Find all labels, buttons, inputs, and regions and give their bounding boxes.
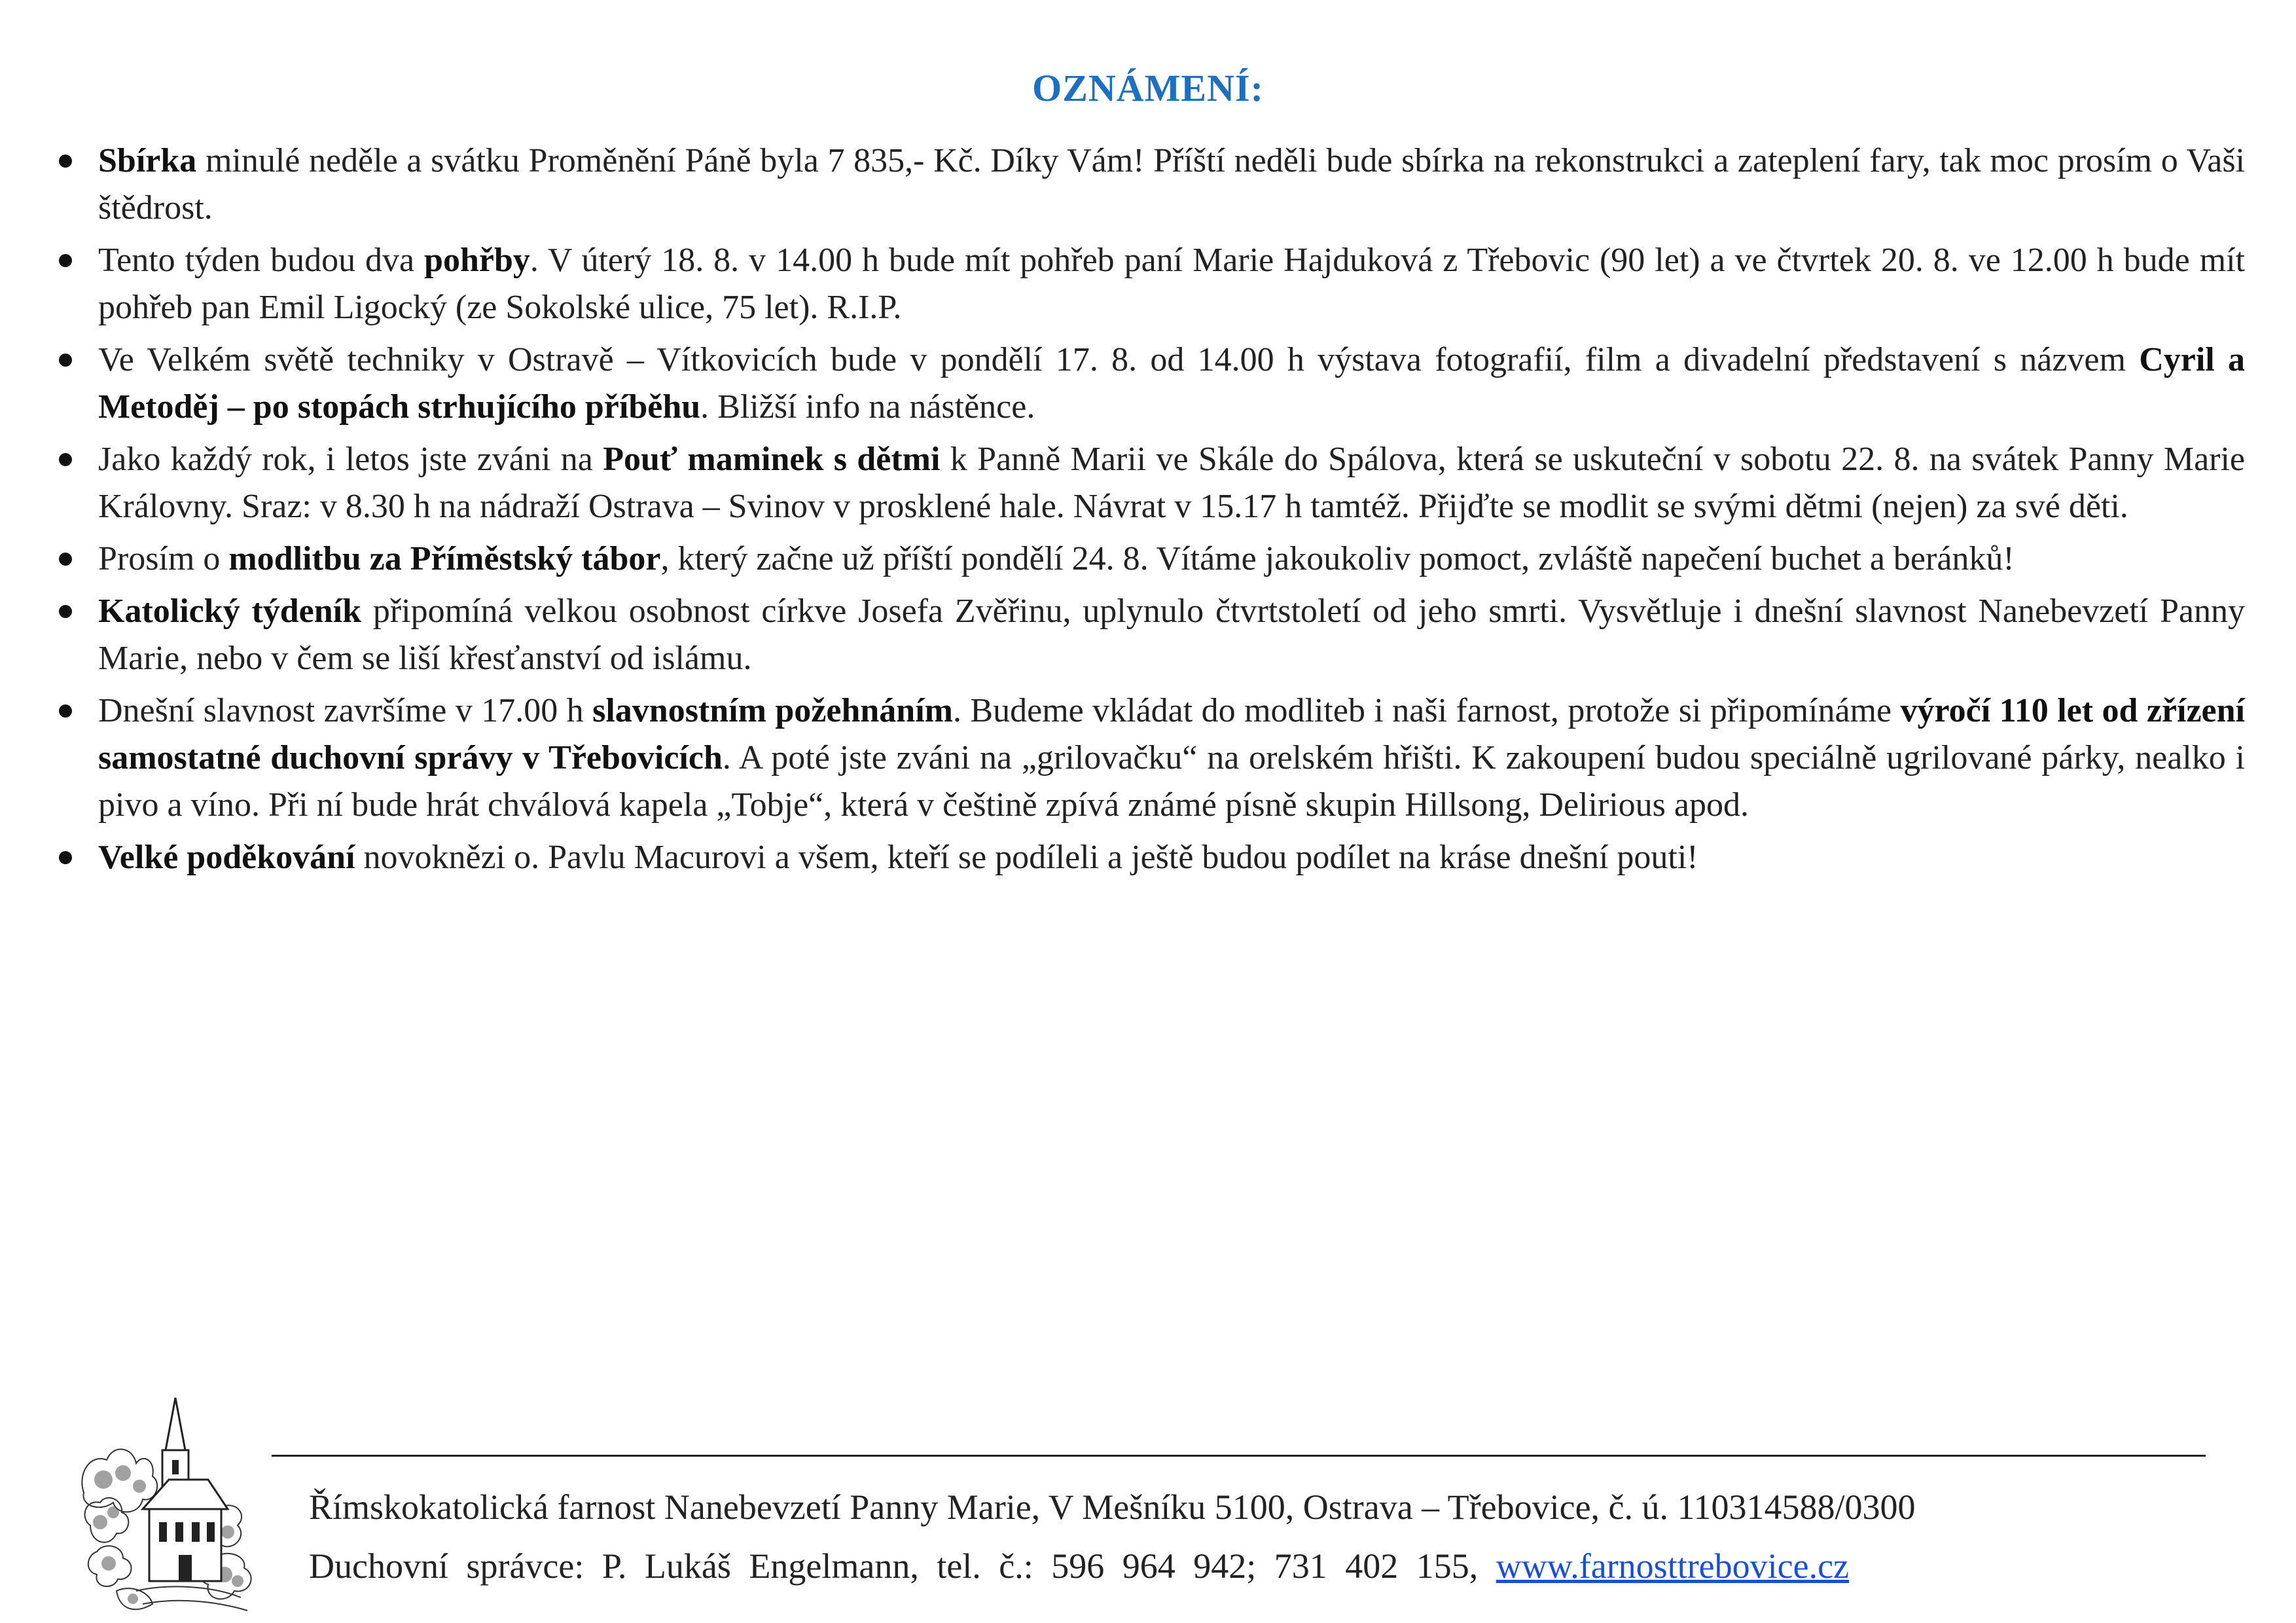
announcement-highlight: výročí 110 let od zřízení samostatné duchovní správy v Třebovicích <box>98 692 2245 776</box>
bullet-icon <box>59 254 72 267</box>
announcement-text: Jako každý rok, i letos jste zváni na <box>98 441 603 478</box>
page-title: OZNÁMENÍ: <box>1032 66 1264 109</box>
bullet-icon <box>59 155 72 168</box>
footer-contact <box>309 1545 1849 1587</box>
announcement-text: Dnešní slavnost završíme v 17.00 h <box>98 692 593 729</box>
bullet-icon <box>59 553 72 566</box>
church-logo-icon <box>77 1395 267 1617</box>
announcement-text: Prosím o <box>98 540 229 577</box>
announcement-text: k Panně Marii ve Skále do Spálova, která se uskuteční v sobotu 22. 8. na svátek Panny Marie Královny. Sraz: v 8.30 h na nádraží Ostrava – Svinov v prosklené hale. Návrat v 15.17 h tamtéž. Přijďte se modlit se svými dětmi (nejen) za své děti. <box>98 441 2245 525</box>
announcement-text: . V úterý 18. 8. v 14.00 h bude mít pohřeb paní Marie Hajduková z Třebovic (90 let) a ve čtvrtek 20. 8. ve 12.00 h bude mít pohřeb pan Emil Ligocký (ze Sokolské ulice, 75 let). R.I.P. <box>98 242 2245 326</box>
announcement-highlight: Pouť maminek s dětmi <box>603 441 941 478</box>
footer-divider <box>272 1455 2206 1457</box>
announcement-text: . A poté jste zváni na „grilovačku“ na orelském hřišti. K zakoupení budou speciálně ugrilované párky, nealko i pivo a víno. Při ní bude hrát chválová kapela „Tobje“, která v češtině zpívá známé písně skupin Hillsong, Delirious apod. <box>98 739 2245 824</box>
announcement-text: minulé neděle a svátku Proměnění Páně byla 7 835,- Kč. Díky Vám! Příští neděli bude sbírka na rekonstrukci a zateplení fary, tak moc prosím o Vaši štědrost. <box>98 142 2245 227</box>
announcement-highlight: Velké poděkování <box>98 839 355 876</box>
announcement-item <box>98 834 2245 881</box>
bullet-icon <box>59 354 72 367</box>
bullet-icon <box>59 704 72 718</box>
announcement-highlight: slavnostním požehnáním <box>592 692 953 729</box>
announcement-list <box>98 137 2245 886</box>
announcement-text: Ve Velkém světě techniky v Ostravě – Vítkovicích bude v pondělí 17. 8. od 14.00 h výstava fotografií, film a divadelní představení s názvem <box>98 341 2140 378</box>
footer-address: Římskokatolická farnost Nanebevzetí Panny Marie, V Mešníku 5100, Ostrava – Třebovice, č. ú. 110314588/0300 <box>309 1487 1916 1527</box>
announcement-highlight: modlitbu za Příměstský tábor <box>228 540 661 577</box>
announcement-text: Tento týden budou dva <box>98 242 425 279</box>
announcement-text: připomíná velkou osobnost církve Josefa Zvěřinu, uplynulo čtvrtstoletí od jeho smrti. Vysvětluje i dnešní slavnost Nanebevzetí Panny Marie, nebo v čem se liší křesťanství od islámu. <box>98 593 2245 677</box>
announcement-item <box>98 137 2245 232</box>
announcement-text: . Bližší info na nástěnce. <box>700 388 1035 426</box>
announcement-item <box>98 237 2245 331</box>
announcement-item <box>98 588 2245 682</box>
bullet-icon <box>59 453 72 466</box>
announcement-item <box>98 337 2245 431</box>
announcement-item <box>98 687 2245 829</box>
footer-contact-text: Duchovní správce: P. Lukáš Engelmann, tel. č.: 596 964 942; 731 402 155, <box>309 1546 1496 1586</box>
announcement-item <box>98 436 2245 530</box>
announcement-text: , který začne už příští pondělí 24. 8. Vítáme jakoukoliv pomoct, zvláště napečení buchet a beránků! <box>660 540 2015 577</box>
bullet-icon <box>59 851 72 864</box>
announcement-highlight: pohřby <box>424 242 530 279</box>
announcement-item <box>98 536 2245 583</box>
announcement-text: . Budeme vkládat do modliteb i naši farnost, protože si připomínáme <box>952 692 1901 729</box>
announcement-highlight: Sbírka <box>98 142 197 179</box>
announcement-text: novoknězi o. Pavlu Macurovi a všem, kteří se podíleli a ještě budou podílet na kráse dnešní pouti! <box>355 839 1698 876</box>
bullet-icon <box>59 605 72 618</box>
announcement-highlight: Cyril a Metoděj – po stopách strhujícího příběhu <box>98 341 2245 426</box>
website-link[interactable]: www.farnosttrebovice.cz <box>1496 1546 1850 1586</box>
announcement-highlight: Katolický týdeník <box>98 593 362 630</box>
